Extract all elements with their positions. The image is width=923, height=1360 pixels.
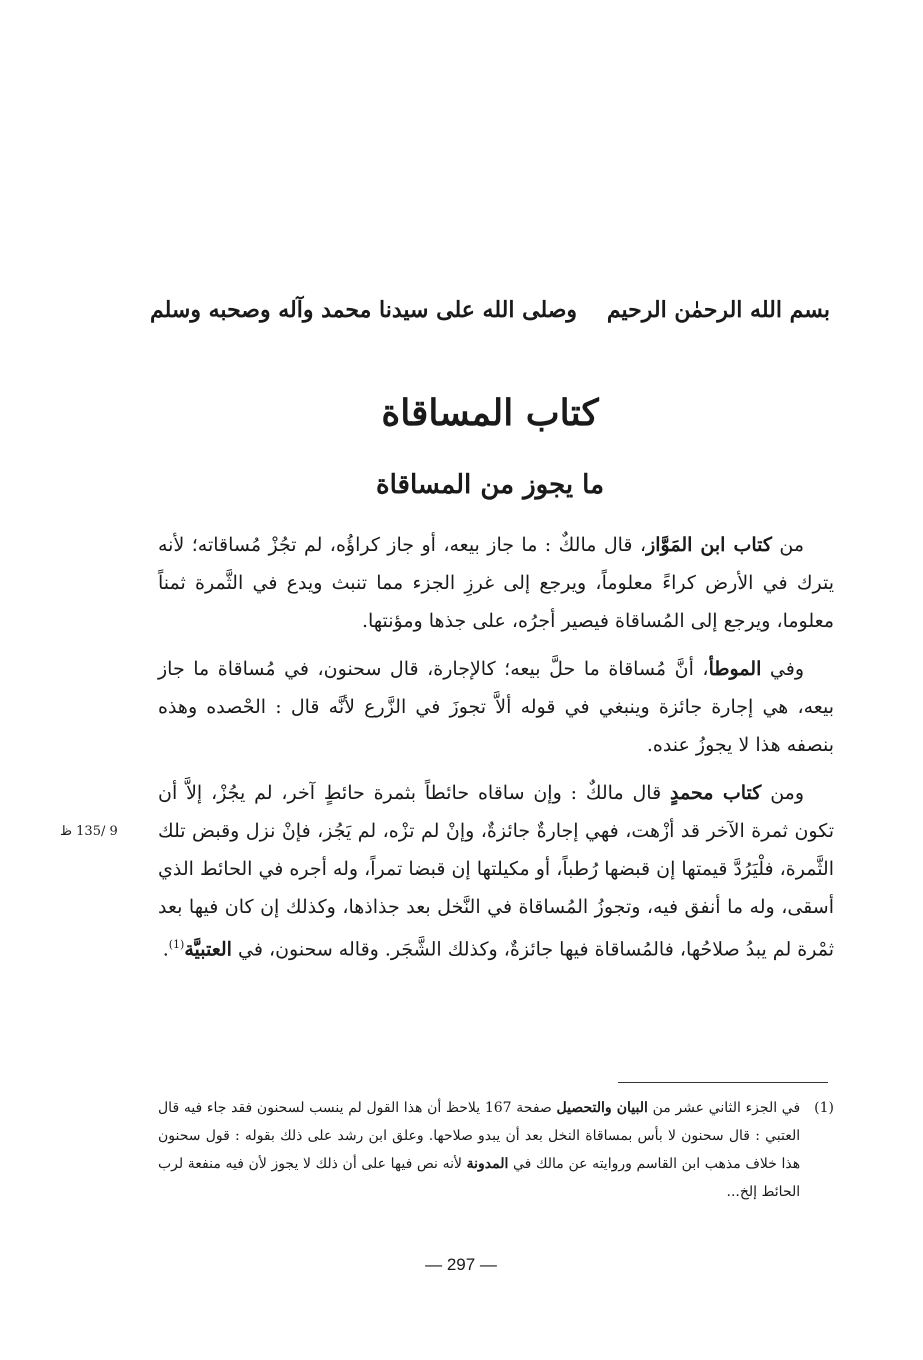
source-name: العتبيَّة [184,938,232,961]
footnote-reference: (1) [168,938,185,951]
text-run: لأنه نص فيها على أن ذلك لا يجوز لأن فيه منفعة لرب الحائط إلخ... [158,1156,801,1200]
text-run: وفي [761,658,804,680]
paragraph-1 [158,526,834,640]
book-title: كتاب المساقاة [381,392,599,434]
source-name: البيان والتحصيل [556,1100,648,1116]
text-run: من [771,534,804,556]
source-name: الموطأ [708,658,762,680]
footnote [158,1094,834,1206]
text-run: صفحة 167 يلاحظ أن هذا القول لم ينسب لسحنون فقد جاء فيه قال العتبي : قال سحنون لا بأس بمساقاة النخل بعد أن يبدو صلاحها. وعلق ابن رشد على ذلك بقوله : قول سحنون هذا خلاف مذهب ابن القاسم وروايته عن مالك في [158,1100,801,1172]
text-run: ، أنَّ مُساقاة ما حلَّ بيعه؛ كالإجارة، قال سحنون، في مُساقاة ما جاز بيعه، هي إجارة جائزة وينبغي في قوله ألاَّ تجوزَ في الزَّرع لأنَّه قال : الحْصده وهذه بنصفه هذا لا يجوزُ عنده. [158,658,834,756]
text-run: في الجزء الثاني عشر من [647,1100,801,1116]
text-run: قال مالكٌ : وإن ساقاه حائطاً بثمرة حائطٍ آخر، لم يجُزْ، إلاَّ أن تكون ثمرة الآخر قد أزْهت، فهي إجارةٌ جائزةٌ، وإنْ لم تزْه، لم يَجُز، فإنْ نزل وقبض تلك الثَّمرة، فلْيَرُدَّ قيمتها إن قبضها رُطباً، أو مكيلتها إن قبضا تمراً، وله أجره في الحائط الذي أسقى، وله ما أنفق فيه، وتجوزُ المُساقاة في النَّخل بعد جذاذها، وكذلك إن كان فيها بعد ثمْرة لم يبدُ صلاحُها، فالمُساقاة فيها جائزةٌ، وكذلك الشَّجَر. وقاله سحنون، في [158,782,834,961]
source-name: المدونة [466,1156,509,1172]
paragraph-2 [158,650,834,764]
source-name: كتاب محمدٍ [670,782,762,804]
text-run: . [162,938,169,961]
section-title: ما يجوز من المساقاة [376,470,604,500]
text-run: ومن [761,782,805,804]
footnote-divider [618,1082,828,1083]
manuscript-folio-note: 9 /135 ظ [60,824,118,839]
source-name: كتاب ابن المَوَّاز [646,534,772,556]
footnote-text [158,1094,800,1206]
footnote-number: (1) [814,1100,834,1116]
page-number: — 297 — [425,1255,497,1274]
text-run: ، قال مالكٌ : ما جاز بيعه، أو جاز كراؤُه، لم تجُزْ مُساقاته؛ لأنه يترك في الأرض كراءً معلوماً، ويرجع إلى غرزِ الجزء مما تنبث ويدع في الثَّمرة ثمناً معلوما، ويرجع إلى المُساقاة فيصير أجرُه، على جذها ومؤنتها. [158,534,834,632]
paragraph-3 [158,774,834,968]
basmala-header [150,290,830,330]
basmala-right: بسم الله الرحمٰن الرحيم [606,297,830,323]
basmala-left: وصلى الله على سيدنا محمد وآله وصحبه وسلم [150,297,578,323]
main-text [158,526,834,978]
